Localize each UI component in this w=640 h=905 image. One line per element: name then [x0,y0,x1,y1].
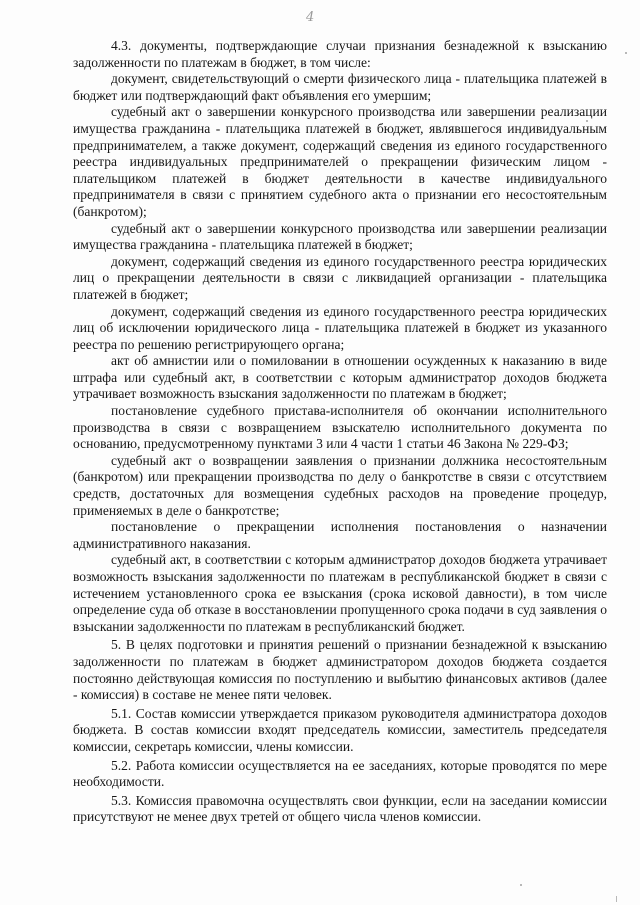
paragraph-bankruptcy-entrepreneur: судебный акт о завершении конкурсного производства или завершении реализации имущества гражданина - плательщика платежей в бюджет, являвшегося индивидуальным предпринимателем, а также документ, содержащий сведения из единого государственного реестра индивидуальных предпринимателей о прекращении физическим лицом - плательщиком платежей в бюджет деятельности в качестве индивидуального предпринимателя в связи с принятием судебного акта о признании его несостоятельным (банкротом); [73,104,607,219]
scan-speck [625,52,627,54]
paragraph-5-2: 5.2. Работа комиссии осуществляется на ее заседаниях, которые проводятся по мере необходимости. [73,757,607,790]
page-number: 4 [306,10,315,25]
paragraph-5-3: 5.3. Комиссия правомочна осуществлять свои функции, если на заседании комиссии присутствуют не менее двух третей от общего числа членов комиссии. [73,792,607,825]
paragraph-return-application: судебный акт о возвращении заявления о признании должника несостоятельным (банкротом) или прекращении производства по делу о банкротстве в связи с отсутствием средств, достаточных для возмещения судебных расходов на проведение процедур, применяемых в деле о банкротстве; [73,452,607,518]
paragraph-termination: постановление о прекращении исполнения постановления о назначении административного наказания. [73,519,607,551]
scan-speck [520,884,522,886]
paragraph-5-1: 5.1. Состав комиссии утверждается приказом руководителя администратора доходов бюджета. В состав комиссии входят председатель комиссии, заместитель председателя комиссии, секретарь комиссии, члены комиссии. [73,705,607,754]
paragraph-exclusion: документ, содержащий сведения из единого государственного реестра юридических лиц об исключении юридического лица - плательщика платежей в бюджет из указанного реестра по решению регистрирующего органа; [73,303,607,352]
paragraph-bailiff: постановление судебного пристава-исполнителя об окончании исполнительного производства в связи с возвращением взыскателю исполнительного документа по основанию, предусмотренному пунктами 3 или 4 части 1 статьи 46 Закона № 229-ФЗ; [73,403,607,452]
paragraph-5: 5. В целях подготовки и принятия решений о признании безнадежной к взысканию задолженности по платежам в бюджет администратором доходов бюджета создается постоянно действующая комиссия по поступлению и выбытию финансовых активов (далее - комиссия) в составе не менее пяти человек. [73,637,607,703]
paragraph-4-3: 4.3. документы, подтверждающие случаи признания безнадежной к взысканию задолженности по платежам в бюджет, в том числе: [73,38,607,70]
paragraph-limitation: судебный акт, в соответствии с которым администратор доходов бюджета утрачивает возможность взыскания задолженности по платежам в республиканской бюджет в связи с истечением установленного срока ее взыскания (срока исковой давности), в том числе определение суда об отказе в восстановлении пропущенного срока подачи в суд заявления о взыскании задолженности по платежам в республиканский бюджет. [73,552,607,634]
paragraph-amnesty: акт об амнистии или о помиловании в отношении осужденных к наказанию в виде штрафа или судебный акт, в соответствии с которым администратор доходов бюджета утрачивает возможность взыскания задолженности по платежам в бюджет; [73,353,607,402]
paragraph-liquidation: документ, содержащий сведения из единого государственного реестра юридических лиц о прекращении деятельности в связи с ликвидацией организации - плательщика платежей в бюджет; [73,253,607,302]
paragraph-bankruptcy-citizen: судебный акт о завершении конкурсного производства или завершении реализации имущества гражданина - плательщика платежей в бюджет; [73,220,607,253]
paragraph-death-document: документ, свидетельствующий о смерти физического лица - плательщика платежей в бюджет или подтверждающий факт объявления его умершим; [73,71,607,103]
document-body [73,38,607,826]
scan-speck [616,896,617,902]
